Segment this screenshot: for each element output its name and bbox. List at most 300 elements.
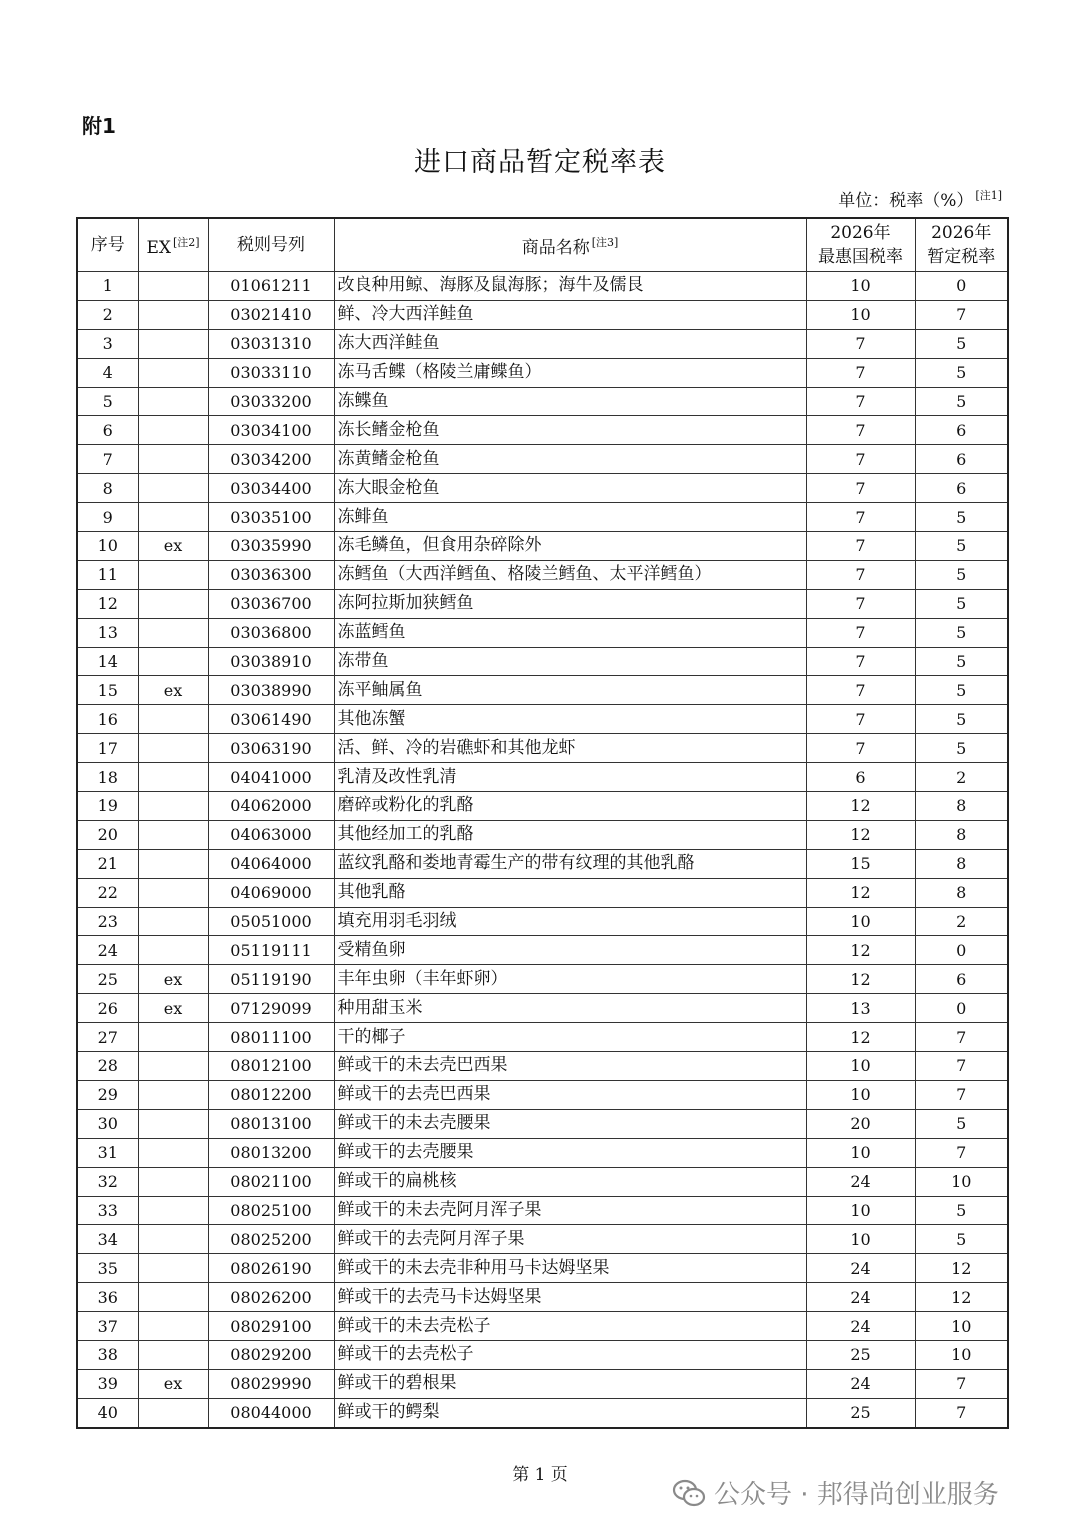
annex-label: 附1 [82,114,116,138]
header-prov-year: 2026年 [931,223,992,243]
table-row [77,1052,1008,1081]
cell-code: 08026200 [208,1283,334,1312]
table-row [77,532,1008,561]
cell-ex [138,792,208,821]
cell-ex [138,1109,208,1138]
cell-mfn-rate: 7 [806,387,915,416]
cell-mfn-rate: 10 [806,1080,915,1109]
cell-mfn-rate: 7 [806,589,915,618]
cell-seq: 37 [77,1312,138,1341]
cell-ex: ex [138,965,208,994]
cell-ex [138,300,208,329]
table-row [77,560,1008,589]
cell-code: 08013200 [208,1138,334,1167]
cell-name: 鲜或干的去壳巴西果 [334,1080,806,1109]
cell-seq: 4 [77,358,138,387]
cell-mfn-rate: 12 [806,965,915,994]
cell-ex [138,272,208,301]
cell-ex [138,734,208,763]
cell-provisional-rate: 7 [915,1052,1008,1081]
cell-seq: 8 [77,474,138,503]
cell-provisional-rate: 10 [915,1340,1008,1369]
header-ex-note: [注2] [172,235,200,249]
cell-mfn-rate: 24 [806,1312,915,1341]
cell-seq: 34 [77,1225,138,1254]
cell-mfn-rate: 7 [806,705,915,734]
cell-name: 其他经加工的乳酪 [334,820,806,849]
table-row [77,1254,1008,1283]
cell-provisional-rate: 10 [915,1312,1008,1341]
cell-code: 04069000 [208,878,334,907]
cell-ex [138,503,208,532]
cell-provisional-rate: 5 [915,676,1008,705]
cell-code: 03035990 [208,532,334,561]
unit-text: 单位：税率（%） [838,191,974,211]
cell-code: 03036800 [208,618,334,647]
cell-provisional-rate: 10 [915,1167,1008,1196]
table-row [77,1283,1008,1312]
cell-name: 冻大眼金枪鱼 [334,474,806,503]
cell-mfn-rate: 7 [806,503,915,532]
cell-ex [138,1225,208,1254]
cell-provisional-rate: 5 [915,532,1008,561]
cell-provisional-rate: 6 [915,965,1008,994]
cell-name: 蓝纹乳酪和娄地青霉生产的带有纹理的其他乳酪 [334,849,806,878]
cell-name: 冻蓝鳕鱼 [334,618,806,647]
cell-name: 冻阿拉斯加狭鳕鱼 [334,589,806,618]
cell-name: 受精鱼卵 [334,936,806,965]
cell-seq: 3 [77,329,138,358]
cell-provisional-rate: 2 [915,763,1008,792]
cell-mfn-rate: 12 [806,792,915,821]
cell-name: 改良种用鲸、海豚及鼠海豚；海牛及儒艮 [334,272,806,301]
cell-provisional-rate: 5 [915,387,1008,416]
cell-name: 干的椰子 [334,1023,806,1052]
table-body [77,272,1008,1428]
cell-ex: ex [138,676,208,705]
cell-ex [138,1052,208,1081]
cell-name: 鲜或干的扁桃核 [334,1167,806,1196]
cell-name: 鲜或干的去壳松子 [334,1340,806,1369]
cell-code: 04063000 [208,820,334,849]
table-row [77,589,1008,618]
header-prov-label: 暂定税率 [927,247,996,267]
cell-name: 冻鲽鱼 [334,387,806,416]
cell-code: 03034400 [208,474,334,503]
cell-seq: 23 [77,907,138,936]
cell-mfn-rate: 24 [806,1254,915,1283]
cell-code: 08029990 [208,1369,334,1398]
cell-seq: 33 [77,1196,138,1225]
cell-ex [138,358,208,387]
cell-code: 05119111 [208,936,334,965]
cell-seq: 40 [77,1398,138,1427]
cell-code: 01061211 [208,272,334,301]
cell-seq: 21 [77,849,138,878]
cell-code: 08026190 [208,1254,334,1283]
cell-ex [138,820,208,849]
cell-code: 03021410 [208,300,334,329]
table-row [77,272,1008,301]
cell-mfn-rate: 7 [806,676,915,705]
cell-name: 冻黄鳍金枪鱼 [334,445,806,474]
cell-name: 乳清及改性乳清 [334,763,806,792]
cell-seq: 31 [77,1138,138,1167]
cell-code: 08012100 [208,1052,334,1081]
table-row [77,849,1008,878]
cell-ex [138,445,208,474]
cell-code: 08012200 [208,1080,334,1109]
cell-code: 03036700 [208,589,334,618]
cell-seq: 36 [77,1283,138,1312]
cell-name: 鲜或干的未去壳非种用马卡达姆坚果 [334,1254,806,1283]
cell-name: 冻鲱鱼 [334,503,806,532]
cell-name: 冻马舌鲽（格陵兰庸鲽鱼） [334,358,806,387]
cell-name: 鲜或干的未去壳阿月浑子果 [334,1196,806,1225]
cell-ex [138,849,208,878]
cell-seq: 16 [77,705,138,734]
cell-name: 鲜或干的未去壳松子 [334,1312,806,1341]
cell-mfn-rate: 7 [806,358,915,387]
table-row [77,329,1008,358]
cell-ex [138,618,208,647]
table-row [77,878,1008,907]
cell-ex [138,647,208,676]
table-row [77,618,1008,647]
cell-ex [138,416,208,445]
cell-ex [138,878,208,907]
cell-code: 04062000 [208,792,334,821]
cell-provisional-rate: 7 [915,1398,1008,1427]
cell-provisional-rate: 7 [915,1369,1008,1398]
header-code: 税则号列 [208,218,334,272]
cell-code: 04064000 [208,849,334,878]
cell-seq: 10 [77,532,138,561]
cell-ex [138,1080,208,1109]
cell-seq: 19 [77,792,138,821]
cell-mfn-rate: 24 [806,1167,915,1196]
cell-provisional-rate: 5 [915,1225,1008,1254]
cell-seq: 12 [77,589,138,618]
table-row [77,1109,1008,1138]
cell-seq: 9 [77,503,138,532]
table-row [77,1080,1008,1109]
table-row [77,705,1008,734]
table-row [77,1398,1008,1427]
cell-code: 03038910 [208,647,334,676]
cell-ex [138,763,208,792]
cell-code: 08029200 [208,1340,334,1369]
cell-ex [138,1254,208,1283]
cell-name: 鲜或干的去壳阿月浑子果 [334,1225,806,1254]
cell-seq: 15 [77,676,138,705]
header-name [334,218,806,272]
table-row [77,474,1008,503]
cell-mfn-rate: 7 [806,329,915,358]
cell-code: 03061490 [208,705,334,734]
cell-mfn-rate: 10 [806,1196,915,1225]
cell-ex [138,1023,208,1052]
cell-name: 鲜、冷大西洋鲑鱼 [334,300,806,329]
cell-seq: 27 [77,1023,138,1052]
header-mfn-rate [806,218,915,272]
table-row [77,734,1008,763]
cell-provisional-rate: 8 [915,878,1008,907]
cell-provisional-rate: 0 [915,994,1008,1023]
cell-mfn-rate: 12 [806,878,915,907]
cell-ex [138,1167,208,1196]
cell-provisional-rate: 8 [915,820,1008,849]
cell-provisional-rate: 7 [915,300,1008,329]
cell-code: 08044000 [208,1398,334,1427]
cell-code: 03031310 [208,329,334,358]
unit-note: [注1] [975,189,1002,202]
table-row [77,1138,1008,1167]
cell-name: 鲜或干的碧根果 [334,1369,806,1398]
table-row [77,647,1008,676]
watermark-text: 公众号 · 邦得尚创业服务 [714,1480,999,1510]
cell-code: 08011100 [208,1023,334,1052]
cell-name: 丰年虫卵（丰年虾卵） [334,965,806,994]
cell-ex [138,1312,208,1341]
table-row [77,907,1008,936]
tariff-table [76,217,1009,1429]
cell-seq: 24 [77,936,138,965]
cell-seq: 17 [77,734,138,763]
cell-name: 鲜或干的去壳马卡达姆坚果 [334,1283,806,1312]
cell-seq: 20 [77,820,138,849]
cell-provisional-rate: 0 [915,936,1008,965]
cell-seq: 5 [77,387,138,416]
cell-mfn-rate: 25 [806,1340,915,1369]
cell-ex [138,387,208,416]
cell-code: 03035100 [208,503,334,532]
table-row [77,1369,1008,1398]
page-title: 进口商品暂定税率表 [414,147,666,178]
cell-provisional-rate: 5 [915,705,1008,734]
cell-mfn-rate: 24 [806,1369,915,1398]
cell-seq: 35 [77,1254,138,1283]
cell-code: 05051000 [208,907,334,936]
table-row [77,936,1008,965]
cell-mfn-rate: 20 [806,1109,915,1138]
cell-name: 冻鳕鱼（大西洋鳕鱼、格陵兰鳕鱼、太平洋鳕鱼） [334,560,806,589]
table-row [77,676,1008,705]
cell-name: 鲜或干的未去壳巴西果 [334,1052,806,1081]
cell-mfn-rate: 7 [806,734,915,763]
cell-provisional-rate: 0 [915,272,1008,301]
header-seq: 序号 [77,218,138,272]
cell-provisional-rate: 5 [915,1109,1008,1138]
cell-name: 冻长鳍金枪鱼 [334,416,806,445]
cell-code: 08025100 [208,1196,334,1225]
cell-mfn-rate: 12 [806,1023,915,1052]
cell-mfn-rate: 10 [806,300,915,329]
cell-mfn-rate: 10 [806,1138,915,1167]
cell-seq: 30 [77,1109,138,1138]
cell-name: 冻平鲉属鱼 [334,676,806,705]
cell-ex [138,589,208,618]
cell-name: 冻带鱼 [334,647,806,676]
cell-mfn-rate: 7 [806,647,915,676]
cell-seq: 13 [77,618,138,647]
table-row [77,1196,1008,1225]
cell-mfn-rate: 7 [806,532,915,561]
header-provisional-rate [915,218,1008,272]
cell-ex [138,1398,208,1427]
table-row [77,416,1008,445]
cell-ex [138,936,208,965]
cell-name: 种用甜玉米 [334,994,806,1023]
table-row [77,1167,1008,1196]
header-mfn-year: 2026年 [830,223,891,243]
cell-provisional-rate: 5 [915,1196,1008,1225]
cell-provisional-rate: 5 [915,503,1008,532]
table-row [77,994,1008,1023]
cell-provisional-rate: 8 [915,792,1008,821]
cell-mfn-rate: 6 [806,763,915,792]
cell-seq: 6 [77,416,138,445]
cell-ex [138,705,208,734]
page-number: 第 1 页 [512,1465,568,1485]
wechat-icon [672,1478,706,1508]
cell-mfn-rate: 15 [806,849,915,878]
cell-code: 03034100 [208,416,334,445]
header-mfn-label: 最惠国税率 [818,247,903,267]
cell-seq: 7 [77,445,138,474]
cell-ex: ex [138,994,208,1023]
cell-provisional-rate: 5 [915,618,1008,647]
cell-mfn-rate: 10 [806,1052,915,1081]
cell-code: 03034200 [208,445,334,474]
cell-name: 填充用羽毛羽绒 [334,907,806,936]
cell-provisional-rate: 6 [915,416,1008,445]
cell-seq: 18 [77,763,138,792]
cell-ex [138,329,208,358]
cell-seq: 22 [77,878,138,907]
cell-name: 活、鲜、冷的岩礁虾和其他龙虾 [334,734,806,763]
cell-ex [138,474,208,503]
table-row [77,503,1008,532]
cell-ex [138,1283,208,1312]
cell-ex [138,1138,208,1167]
cell-mfn-rate: 25 [806,1398,915,1427]
table-row [77,965,1008,994]
cell-seq: 26 [77,994,138,1023]
cell-code: 08013100 [208,1109,334,1138]
table-row [77,1312,1008,1341]
table-row [77,1225,1008,1254]
cell-mfn-rate: 7 [806,445,915,474]
cell-mfn-rate: 24 [806,1283,915,1312]
cell-provisional-rate: 5 [915,358,1008,387]
cell-seq: 25 [77,965,138,994]
cell-mfn-rate: 10 [806,1225,915,1254]
cell-seq: 11 [77,560,138,589]
cell-code: 03036300 [208,560,334,589]
cell-name: 冻毛鳞鱼，但食用杂碎除外 [334,532,806,561]
cell-code: 03033200 [208,387,334,416]
cell-provisional-rate: 7 [915,1023,1008,1052]
cell-name: 冻大西洋鲑鱼 [334,329,806,358]
cell-mfn-rate: 12 [806,820,915,849]
cell-mfn-rate: 13 [806,994,915,1023]
cell-provisional-rate: 5 [915,329,1008,358]
cell-code: 03038990 [208,676,334,705]
cell-mfn-rate: 7 [806,618,915,647]
cell-provisional-rate: 5 [915,734,1008,763]
cell-ex [138,1196,208,1225]
cell-mfn-rate: 7 [806,560,915,589]
table-row [77,358,1008,387]
cell-code: 03063190 [208,734,334,763]
cell-provisional-rate: 6 [915,474,1008,503]
table-row [77,1023,1008,1052]
cell-seq: 32 [77,1167,138,1196]
cell-code: 08025200 [208,1225,334,1254]
table-row [77,387,1008,416]
cell-name: 其他乳酪 [334,878,806,907]
cell-ex [138,907,208,936]
cell-provisional-rate: 7 [915,1080,1008,1109]
cell-provisional-rate: 7 [915,1138,1008,1167]
cell-seq: 2 [77,300,138,329]
table-row [77,792,1008,821]
cell-code: 04041000 [208,763,334,792]
table-row [77,1340,1008,1369]
cell-code: 03033110 [208,358,334,387]
cell-provisional-rate: 2 [915,907,1008,936]
cell-code: 05119190 [208,965,334,994]
table-row [77,445,1008,474]
cell-mfn-rate: 10 [806,907,915,936]
cell-provisional-rate: 12 [915,1283,1008,1312]
cell-name: 其他冻蟹 [334,705,806,734]
header-ex-text: EX [146,237,171,258]
cell-ex [138,560,208,589]
cell-ex: ex [138,532,208,561]
cell-provisional-rate: 5 [915,647,1008,676]
cell-seq: 39 [77,1369,138,1398]
cell-seq: 29 [77,1080,138,1109]
cell-mfn-rate: 12 [806,936,915,965]
cell-seq: 14 [77,647,138,676]
cell-provisional-rate: 5 [915,589,1008,618]
cell-name: 磨碎或粉化的乳酪 [334,792,806,821]
cell-code: 08029100 [208,1312,334,1341]
header-ex [138,218,208,272]
cell-provisional-rate: 6 [915,445,1008,474]
cell-code: 08021100 [208,1167,334,1196]
cell-provisional-rate: 5 [915,560,1008,589]
cell-seq: 38 [77,1340,138,1369]
cell-provisional-rate: 12 [915,1254,1008,1283]
cell-ex [138,1340,208,1369]
watermark [672,1474,999,1511]
cell-ex: ex [138,1369,208,1398]
cell-name: 鲜或干的鳄梨 [334,1398,806,1427]
cell-mfn-rate: 10 [806,272,915,301]
cell-mfn-rate: 7 [806,474,915,503]
cell-name: 鲜或干的去壳腰果 [334,1138,806,1167]
table-row [77,300,1008,329]
unit-label [838,186,1002,211]
cell-mfn-rate: 7 [806,416,915,445]
cell-seq: 28 [77,1052,138,1081]
cell-seq: 1 [77,272,138,301]
table-row [77,820,1008,849]
table-header-row [77,218,1008,272]
